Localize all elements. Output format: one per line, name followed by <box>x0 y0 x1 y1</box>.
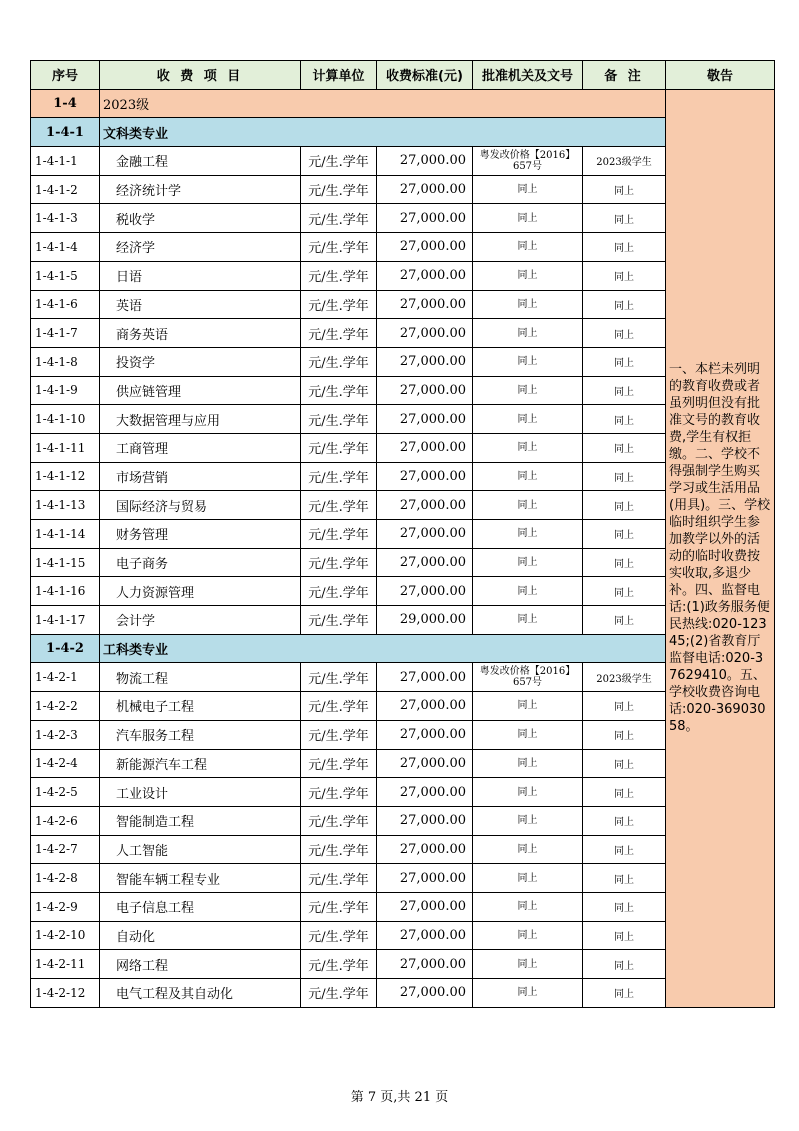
table-row <box>31 491 775 520</box>
header-note: 备 注 <box>583 61 666 90</box>
table-row <box>31 405 775 434</box>
row-fee: 27,000.00 <box>377 520 473 549</box>
row-unit: 元/生.学年 <box>301 720 377 749</box>
row-unit: 元/生.学年 <box>301 520 377 549</box>
row-note: 同上 <box>583 892 666 921</box>
table-row <box>31 749 775 778</box>
row-note: 2023级学生 <box>583 663 666 692</box>
row-unit: 元/生.学年 <box>301 376 377 405</box>
header-approval: 批准机关及文号 <box>473 61 583 90</box>
row-note: 同上 <box>583 720 666 749</box>
row-item-name: 工商管理 <box>100 433 301 462</box>
row-item-name: 供应链管理 <box>100 376 301 405</box>
row-note: 同上 <box>583 405 666 434</box>
row-item-name: 人工智能 <box>100 835 301 864</box>
row-note: 2023级学生 <box>583 147 666 176</box>
table-row <box>31 720 775 749</box>
row-note: 同上 <box>583 835 666 864</box>
row-approval: 同上 <box>473 290 583 319</box>
row-approval: 同上 <box>473 749 583 778</box>
row-item-name: 自动化 <box>100 921 301 950</box>
row-fee: 27,000.00 <box>377 950 473 979</box>
table-row <box>31 979 775 1008</box>
row-note: 同上 <box>583 433 666 462</box>
row-code: 1-4-1-12 <box>31 462 100 491</box>
row-unit: 元/生.学年 <box>301 548 377 577</box>
row-note: 同上 <box>583 950 666 979</box>
row-note: 同上 <box>583 319 666 348</box>
row-unit: 元/生.学年 <box>301 921 377 950</box>
row-note: 同上 <box>583 290 666 319</box>
row-fee: 27,000.00 <box>377 835 473 864</box>
row-note: 同上 <box>583 376 666 405</box>
table-row <box>31 835 775 864</box>
section-row <box>31 634 775 663</box>
row-item-name: 工业设计 <box>100 778 301 807</box>
section-code: 1-4-1 <box>31 118 100 147</box>
row-unit: 元/生.学年 <box>301 319 377 348</box>
row-code: 1-4-1-6 <box>31 290 100 319</box>
header-seq: 序号 <box>31 61 100 90</box>
row-approval: 同上 <box>473 491 583 520</box>
row-unit: 元/生.学年 <box>301 347 377 376</box>
row-item-name: 国际经济与贸易 <box>100 491 301 520</box>
row-approval: 同上 <box>473 347 583 376</box>
row-code: 1-4-2-10 <box>31 921 100 950</box>
row-item-name: 汽车服务工程 <box>100 720 301 749</box>
table-row <box>31 921 775 950</box>
row-note: 同上 <box>583 491 666 520</box>
row-item-name: 智能制造工程 <box>100 806 301 835</box>
header-item: 收 费 项 目 <box>100 61 301 90</box>
row-code: 1-4-1-2 <box>31 175 100 204</box>
row-code: 1-4-2-5 <box>31 778 100 807</box>
group-code: 1-4 <box>31 89 100 118</box>
table-row <box>31 175 775 204</box>
row-item-name: 市场营销 <box>100 462 301 491</box>
row-fee: 27,000.00 <box>377 749 473 778</box>
row-fee: 27,000.00 <box>377 778 473 807</box>
row-unit: 元/生.学年 <box>301 864 377 893</box>
table-row <box>31 778 775 807</box>
table-row <box>31 520 775 549</box>
table-row <box>31 806 775 835</box>
row-fee: 27,000.00 <box>377 376 473 405</box>
row-item-name: 财务管理 <box>100 520 301 549</box>
row-note: 同上 <box>583 806 666 835</box>
row-code: 1-4-1-11 <box>31 433 100 462</box>
row-code: 1-4-2-9 <box>31 892 100 921</box>
header-notice: 敬告 <box>666 61 775 90</box>
row-note: 同上 <box>583 692 666 721</box>
table-row <box>31 261 775 290</box>
page-footer: 第 7 页,共 21 页 <box>350 1090 449 1105</box>
row-fee: 27,000.00 <box>377 405 473 434</box>
table-row <box>31 233 775 262</box>
row-unit: 元/生.学年 <box>301 462 377 491</box>
row-note: 同上 <box>583 921 666 950</box>
row-code: 1-4-2-6 <box>31 806 100 835</box>
row-item-name: 经济统计学 <box>100 175 301 204</box>
row-approval: 同上 <box>473 979 583 1008</box>
row-code: 1-4-2-4 <box>31 749 100 778</box>
row-item-name: 税收学 <box>100 204 301 233</box>
row-unit: 元/生.学年 <box>301 491 377 520</box>
row-approval: 同上 <box>473 175 583 204</box>
row-note: 同上 <box>583 548 666 577</box>
row-code: 1-4-2-2 <box>31 692 100 721</box>
row-unit: 元/生.学年 <box>301 892 377 921</box>
table-row <box>31 376 775 405</box>
row-code: 1-4-1-17 <box>31 606 100 635</box>
row-note: 同上 <box>583 749 666 778</box>
row-fee: 27,000.00 <box>377 319 473 348</box>
row-note: 同上 <box>583 462 666 491</box>
table-row <box>31 548 775 577</box>
row-unit: 元/生.学年 <box>301 778 377 807</box>
notice-text: 一、本栏未列明的教育收费或者虽列明但没有批准文号的教育收费,学生有权拒缴。二、学校不得强制学生购买学习或生活用品(用具)。三、学校临时组织学生参加教学以外的活动的临时收费按实收取,多退少补。四、监督电话:(1)政务服务便民热线:020-12345;(2)省教育厅监督电话:020-37629410。五、学校收费咨询电话:020-36903058。 <box>666 89 775 1007</box>
row-unit: 元/生.学年 <box>301 290 377 319</box>
table-row <box>31 577 775 606</box>
section-row <box>31 118 775 147</box>
row-fee: 27,000.00 <box>377 921 473 950</box>
row-item-name: 新能源汽车工程 <box>100 749 301 778</box>
row-code: 1-4-1-9 <box>31 376 100 405</box>
row-unit: 元/生.学年 <box>301 950 377 979</box>
row-fee: 27,000.00 <box>377 204 473 233</box>
row-approval: 同上 <box>473 462 583 491</box>
row-code: 1-4-1-15 <box>31 548 100 577</box>
table-row <box>31 462 775 491</box>
row-item-name: 大数据管理与应用 <box>100 405 301 434</box>
row-approval: 同上 <box>473 692 583 721</box>
row-item-name: 智能车辆工程专业 <box>100 864 301 893</box>
row-approval: 同上 <box>473 233 583 262</box>
section-label: 文科类专业 <box>100 118 666 147</box>
row-fee: 27,000.00 <box>377 577 473 606</box>
table-row <box>31 347 775 376</box>
row-code: 1-4-2-3 <box>31 720 100 749</box>
row-fee: 27,000.00 <box>377 979 473 1008</box>
row-approval: 粤发改价格【2016】657号 <box>473 147 583 176</box>
row-code: 1-4-2-12 <box>31 979 100 1008</box>
row-unit: 元/生.学年 <box>301 405 377 434</box>
section-label: 工科类专业 <box>100 634 666 663</box>
row-approval: 同上 <box>473 405 583 434</box>
row-unit: 元/生.学年 <box>301 606 377 635</box>
row-item-name: 机械电子工程 <box>100 692 301 721</box>
row-approval: 同上 <box>473 806 583 835</box>
row-approval: 同上 <box>473 319 583 348</box>
table-row <box>31 290 775 319</box>
row-note: 同上 <box>583 520 666 549</box>
row-unit: 元/生.学年 <box>301 261 377 290</box>
row-approval: 同上 <box>473 548 583 577</box>
row-code: 1-4-1-14 <box>31 520 100 549</box>
row-code: 1-4-1-13 <box>31 491 100 520</box>
table-row <box>31 204 775 233</box>
row-unit: 元/生.学年 <box>301 979 377 1008</box>
row-fee: 27,000.00 <box>377 692 473 721</box>
row-unit: 元/生.学年 <box>301 204 377 233</box>
row-fee: 27,000.00 <box>377 233 473 262</box>
row-unit: 元/生.学年 <box>301 147 377 176</box>
row-code: 1-4-1-1 <box>31 147 100 176</box>
row-fee: 27,000.00 <box>377 347 473 376</box>
row-note: 同上 <box>583 864 666 893</box>
table-row <box>31 319 775 348</box>
row-fee: 27,000.00 <box>377 864 473 893</box>
row-code: 1-4-2-7 <box>31 835 100 864</box>
row-unit: 元/生.学年 <box>301 175 377 204</box>
row-approval: 同上 <box>473 720 583 749</box>
table-row <box>31 950 775 979</box>
row-fee: 27,000.00 <box>377 892 473 921</box>
row-fee: 27,000.00 <box>377 290 473 319</box>
fee-schedule-sheet <box>30 60 775 1008</box>
row-unit: 元/生.学年 <box>301 806 377 835</box>
row-code: 1-4-1-3 <box>31 204 100 233</box>
row-fee: 27,000.00 <box>377 462 473 491</box>
row-unit: 元/生.学年 <box>301 692 377 721</box>
row-note: 同上 <box>583 204 666 233</box>
fee-table <box>30 60 775 1008</box>
row-code: 1-4-1-4 <box>31 233 100 262</box>
row-item-name: 英语 <box>100 290 301 319</box>
row-code: 1-4-1-5 <box>31 261 100 290</box>
row-approval: 同上 <box>473 204 583 233</box>
row-approval: 同上 <box>473 261 583 290</box>
row-note: 同上 <box>583 175 666 204</box>
row-item-name: 物流工程 <box>100 663 301 692</box>
row-unit: 元/生.学年 <box>301 749 377 778</box>
row-approval: 同上 <box>473 864 583 893</box>
row-approval: 同上 <box>473 778 583 807</box>
row-approval: 同上 <box>473 433 583 462</box>
row-item-name: 商务英语 <box>100 319 301 348</box>
row-unit: 元/生.学年 <box>301 433 377 462</box>
row-item-name: 人力资源管理 <box>100 577 301 606</box>
row-note: 同上 <box>583 606 666 635</box>
row-fee: 27,000.00 <box>377 261 473 290</box>
row-fee: 27,000.00 <box>377 433 473 462</box>
row-item-name: 金融工程 <box>100 147 301 176</box>
row-unit: 元/生.学年 <box>301 835 377 864</box>
row-code: 1-4-2-11 <box>31 950 100 979</box>
row-fee: 27,000.00 <box>377 175 473 204</box>
table-row <box>31 663 775 692</box>
row-note: 同上 <box>583 979 666 1008</box>
row-note: 同上 <box>583 347 666 376</box>
row-item-name: 日语 <box>100 261 301 290</box>
header-row <box>31 61 775 90</box>
row-fee: 27,000.00 <box>377 491 473 520</box>
row-item-name: 电子信息工程 <box>100 892 301 921</box>
row-code: 1-4-2-8 <box>31 864 100 893</box>
section-code: 1-4-2 <box>31 634 100 663</box>
row-code: 1-4-2-1 <box>31 663 100 692</box>
row-fee: 29,000.00 <box>377 606 473 635</box>
row-note: 同上 <box>583 577 666 606</box>
row-item-name: 电气工程及其自动化 <box>100 979 301 1008</box>
group-row <box>31 89 775 118</box>
row-fee: 27,000.00 <box>377 720 473 749</box>
row-code: 1-4-1-10 <box>31 405 100 434</box>
row-approval: 同上 <box>473 577 583 606</box>
row-approval: 粤发改价格【2016】657号 <box>473 663 583 692</box>
row-unit: 元/生.学年 <box>301 663 377 692</box>
table-row <box>31 864 775 893</box>
row-unit: 元/生.学年 <box>301 233 377 262</box>
row-fee: 27,000.00 <box>377 548 473 577</box>
row-item-name: 经济学 <box>100 233 301 262</box>
row-fee: 27,000.00 <box>377 806 473 835</box>
table-row <box>31 606 775 635</box>
row-unit: 元/生.学年 <box>301 577 377 606</box>
row-fee: 27,000.00 <box>377 663 473 692</box>
row-item-name: 会计学 <box>100 606 301 635</box>
fee-table-body <box>31 89 775 1007</box>
header-unit: 计算单位 <box>301 61 377 90</box>
header-fee: 收费标准(元) <box>377 61 473 90</box>
row-approval: 同上 <box>473 892 583 921</box>
row-note: 同上 <box>583 778 666 807</box>
row-code: 1-4-1-8 <box>31 347 100 376</box>
row-approval: 同上 <box>473 376 583 405</box>
row-approval: 同上 <box>473 520 583 549</box>
row-approval: 同上 <box>473 835 583 864</box>
row-approval: 同上 <box>473 606 583 635</box>
row-item-name: 网络工程 <box>100 950 301 979</box>
row-fee: 27,000.00 <box>377 147 473 176</box>
table-row <box>31 892 775 921</box>
group-label: 2023级 <box>100 89 666 118</box>
row-approval: 同上 <box>473 950 583 979</box>
row-note: 同上 <box>583 261 666 290</box>
row-approval: 同上 <box>473 921 583 950</box>
row-code: 1-4-1-7 <box>31 319 100 348</box>
row-item-name: 电子商务 <box>100 548 301 577</box>
row-code: 1-4-1-16 <box>31 577 100 606</box>
row-item-name: 投资学 <box>100 347 301 376</box>
table-row <box>31 147 775 176</box>
row-note: 同上 <box>583 233 666 262</box>
table-row <box>31 433 775 462</box>
table-row <box>31 692 775 721</box>
